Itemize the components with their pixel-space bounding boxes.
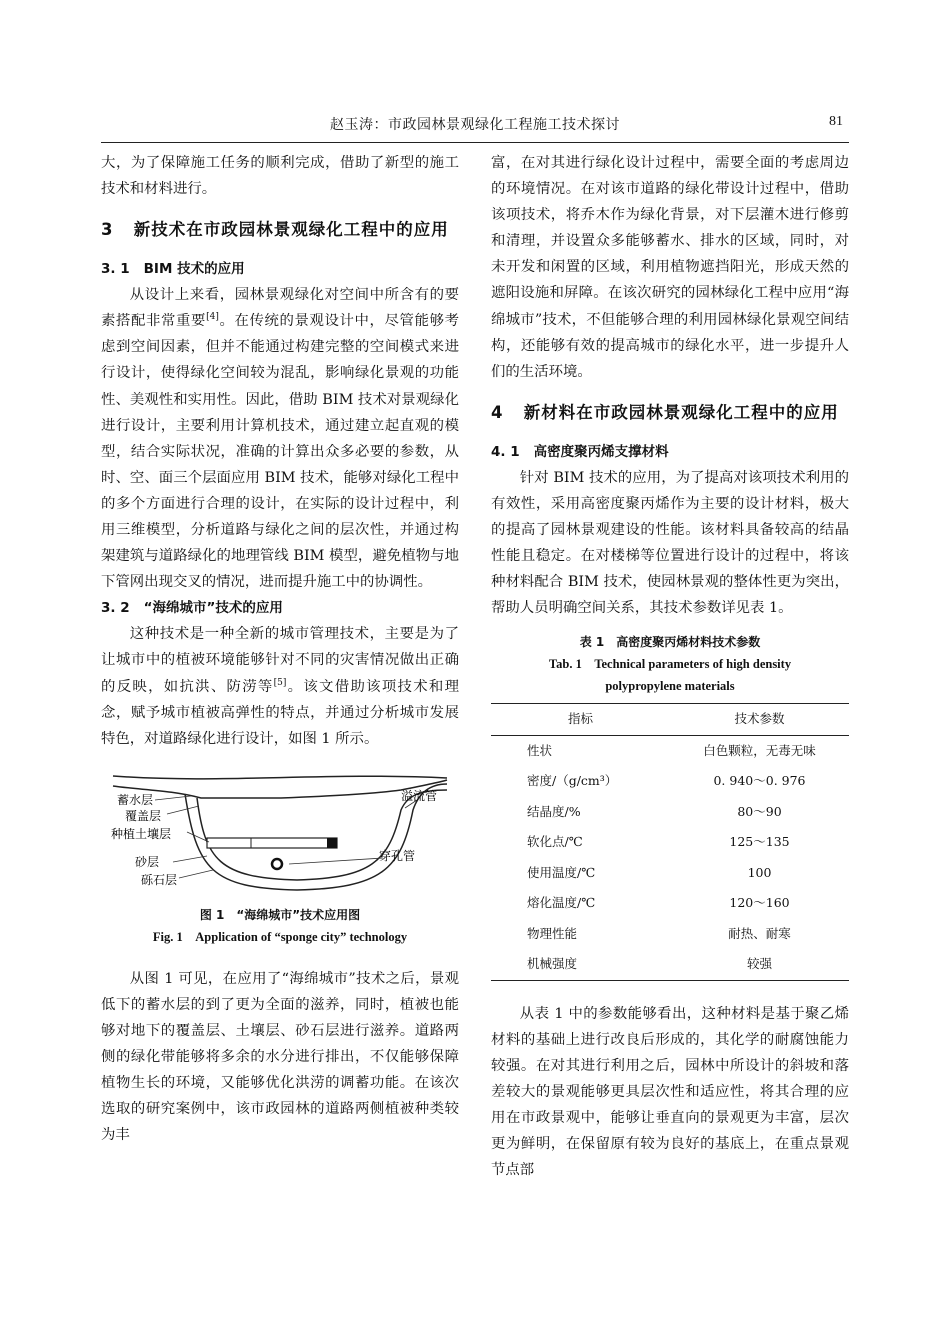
figure-caption-en: Fig. 1 Application of “sponge city” technology bbox=[152, 929, 408, 944]
inner-basin-curve bbox=[197, 790, 447, 880]
spacer bbox=[491, 981, 849, 1001]
paragraph-text: 这种技术是一种全新的城市管理技术，主要是为了让城市中的植被环境能够针对不同的灾害情况做出正确的反映，如抗洪、防涝等 bbox=[101, 626, 459, 695]
citation: [5] bbox=[273, 677, 287, 688]
figure-caption-cn: 图 1 “海绵城市”技术应用图 bbox=[199, 907, 361, 922]
label-water-storage: 蓄水层 bbox=[117, 792, 154, 807]
paragraph bbox=[101, 282, 459, 595]
planting-soil-block bbox=[207, 838, 337, 848]
table-header-row bbox=[491, 704, 849, 736]
table-cell: 80～90 bbox=[737, 803, 782, 819]
table-cell: 熔化温度/℃ bbox=[527, 895, 596, 911]
paragraph: 从表 1 中的参数能够看出，这种材料是基于聚乙烯材料的基础上进行改良后形成的，其化学的耐腐蚀能力较强。在对其进行利用之后，园林中所设计的斜坡和落差较大的景观能够更具层次性和适应性，将其合理的应用在市政景观中，能够让垂直向的景观更为丰富，层次更为鲜明，在保留原有较为良好的基底上，在重点景观节点部 bbox=[491, 1005, 849, 1179]
running-title: 赵玉涛：市政园林景观绿化工程施工技术探讨 bbox=[330, 117, 620, 133]
paragraph: 针对 BIM 技术的应用，为了提高对该项技术利用的有效性，采用高密度聚丙烯作为主要的设计材料，极大的提高了园林景观建设的性能。该材料具备较高的结晶性能且稳定。在对楼梯等位置进行设计的过程中，将该种材料配合 BIM 技术，使园林景观的整体性更为突出，帮助人员明确空间关系，其技术参数详见表 1。 bbox=[491, 469, 849, 617]
table-row bbox=[491, 735, 849, 766]
table-cell: 较强 bbox=[670, 949, 849, 980]
table-cell: 耐热、耐寒 bbox=[728, 925, 791, 941]
table-cell: 125～135 bbox=[729, 834, 790, 850]
parameter-table bbox=[491, 703, 849, 981]
subsection-title: BIM 技术的应用 bbox=[143, 261, 245, 278]
subsection-heading-3-1 bbox=[101, 256, 459, 282]
paragraph: 富，在对其进行绿化设计过程中，需要全面的考虑周边的环境情况。在对该市道路的绿化带设计过程中，借助该项技术，将乔木作为绿化背景，对下层灌木进行修剪和清理，并设置众多能够蓄水、排水的区域，同时，对未开发和闲置的区域，利用植物遮挡阳光，形成天然的遮阳设施和屏障。在该次研究的园林绿化工程中应用“海绵城市”技术，不但能够合理的利用园林绿化景观空间结构，还能够有效的提高城市的绿化水平，进一步提升人们的生活环境。 bbox=[491, 155, 849, 380]
perforated-pipe-icon bbox=[272, 859, 282, 869]
column-header: 技术参数 bbox=[670, 704, 849, 736]
table-caption-cn: 表 1 高密度聚丙烯材料技术参数 bbox=[579, 635, 761, 650]
table-cell: 结晶度/% bbox=[527, 803, 581, 819]
subsection-title: 高密度聚丙烯支撑材料 bbox=[533, 443, 669, 460]
sponge-city-diagram bbox=[101, 770, 459, 900]
paragraph-text: 。在传统的景观设计中，尽管能够考虑到空间因素，但并不能通过构建完整的空间模式来进行设计，使得绿化空间较为混乱，影响绿化景观的功能性、美观性和实用性。因此，借助 BIM 技术对景观绿化进行设计，主要利用计算机技术，通过建立起直观的模型，结合实际状况，准确的计算出众多必要的参数，从时、空、面三个层面应用 BIM 技术，能够对绿化工程中的多个方面进行合理的设计，在实际的设计过程中，利用三维模型，分析道路与绿化之间的层次性，并通过构架建筑与道路绿化的地理管线 BIM 模型，避免植物与地下管网出现交叉的情况，进而提升施工中的协调性。 bbox=[101, 313, 459, 591]
running-header bbox=[101, 112, 849, 143]
table-row bbox=[491, 827, 849, 858]
figure-1 bbox=[101, 770, 459, 948]
label-gravel: 砾石层 bbox=[141, 872, 178, 887]
label-overflow-pipe: 溢流管 bbox=[401, 788, 438, 803]
subsection-heading-3-2 bbox=[101, 595, 459, 621]
table-cell: 使用温度/℃ bbox=[527, 864, 596, 880]
table-cell: 软化点/℃ bbox=[527, 834, 583, 850]
citation: [4] bbox=[206, 312, 219, 323]
column-header: 指标 bbox=[491, 704, 670, 736]
paragraph bbox=[101, 621, 459, 751]
page-number: 81 bbox=[829, 114, 843, 129]
leader-line bbox=[173, 856, 207, 862]
paragraph-text: 。该文借助该项技术和理念，赋予城市植被高弹性的特点，并通过分析城市发展特色，对道路绿化进行设计，如图 1 所示。 bbox=[101, 678, 459, 747]
paragraph: 从图 1 可见，在应用了“海绵城市”技术之后，景观低下的蓄水层的到了更为全面的滋养，同时，植被也能够对地下的覆盖层、土壤层、砂石层进行滋养。道路两侧的绿化带能够将多余的水分进行排出，不仅能够保障植物生长的环境，又能够优化洪涝的调蓄功能。在该次选取的研究案例中，该市政园林的道路两侧植被种类较为丰 bbox=[101, 970, 459, 1144]
section-heading-3 bbox=[101, 215, 459, 244]
table-cell: 120～160 bbox=[729, 895, 790, 911]
table-row bbox=[491, 797, 849, 828]
table-row bbox=[491, 766, 849, 797]
left-column bbox=[101, 150, 459, 1148]
label-perforated-pipe: 穿孔管 bbox=[379, 848, 416, 863]
table-row bbox=[491, 919, 849, 950]
leader-line bbox=[289, 858, 383, 864]
table-cell: 密度/（g/cm³） bbox=[527, 773, 618, 789]
right-column bbox=[491, 150, 849, 1184]
table-1 bbox=[491, 631, 849, 981]
table-row bbox=[491, 858, 849, 889]
table-cell: 物理性能 bbox=[527, 925, 578, 941]
subsection-heading-4-1 bbox=[491, 439, 849, 465]
leader-line bbox=[179, 870, 213, 878]
paragraph-text: 从设计上来看，园林景观绿化对空间中所含有的要素搭配非常重要 bbox=[101, 287, 459, 330]
table-row bbox=[491, 888, 849, 919]
table-cell: 机械强度 bbox=[491, 949, 670, 980]
table-caption-en bbox=[491, 653, 849, 697]
ground-line bbox=[113, 780, 447, 798]
section-number: 4 bbox=[491, 402, 504, 422]
table-caption-en-line2: polypropylene materials bbox=[605, 679, 735, 694]
table-cell: 性状 bbox=[527, 742, 553, 758]
subsection-number: 3. 1 bbox=[101, 261, 130, 278]
overflow-inlet bbox=[327, 838, 337, 848]
label-cover: 覆盖层 bbox=[125, 808, 162, 823]
table-caption-en-line1: Tab. 1 Technical parameters of high density bbox=[548, 657, 792, 672]
label-sand: 砂层 bbox=[135, 854, 160, 869]
table-cell: 100 bbox=[747, 864, 772, 880]
leader-line bbox=[167, 806, 199, 814]
section-title: 新材料在市政园林景观绿化工程中的应用 bbox=[523, 402, 839, 422]
table-cell: 白色颗粒，无毒无味 bbox=[703, 742, 816, 758]
section-heading-4 bbox=[491, 398, 849, 427]
section-title: 新技术在市政园林景观绿化工程中的应用 bbox=[133, 220, 449, 240]
paragraph: 大，为了保障施工任务的顺利完成，借助了新型的施工技术和材料进行。 bbox=[101, 155, 459, 198]
label-soil: 种植土壤层 bbox=[111, 826, 172, 841]
subsection-number: 4. 1 bbox=[491, 443, 520, 460]
subsection-number: 3. 2 bbox=[101, 600, 130, 617]
table-row bbox=[491, 949, 849, 980]
section-number: 3 bbox=[101, 220, 114, 240]
subsection-title: “海绵城市”技术的应用 bbox=[143, 600, 283, 617]
surface-line bbox=[113, 776, 447, 779]
table-cell: 0. 940～0. 976 bbox=[713, 773, 806, 789]
